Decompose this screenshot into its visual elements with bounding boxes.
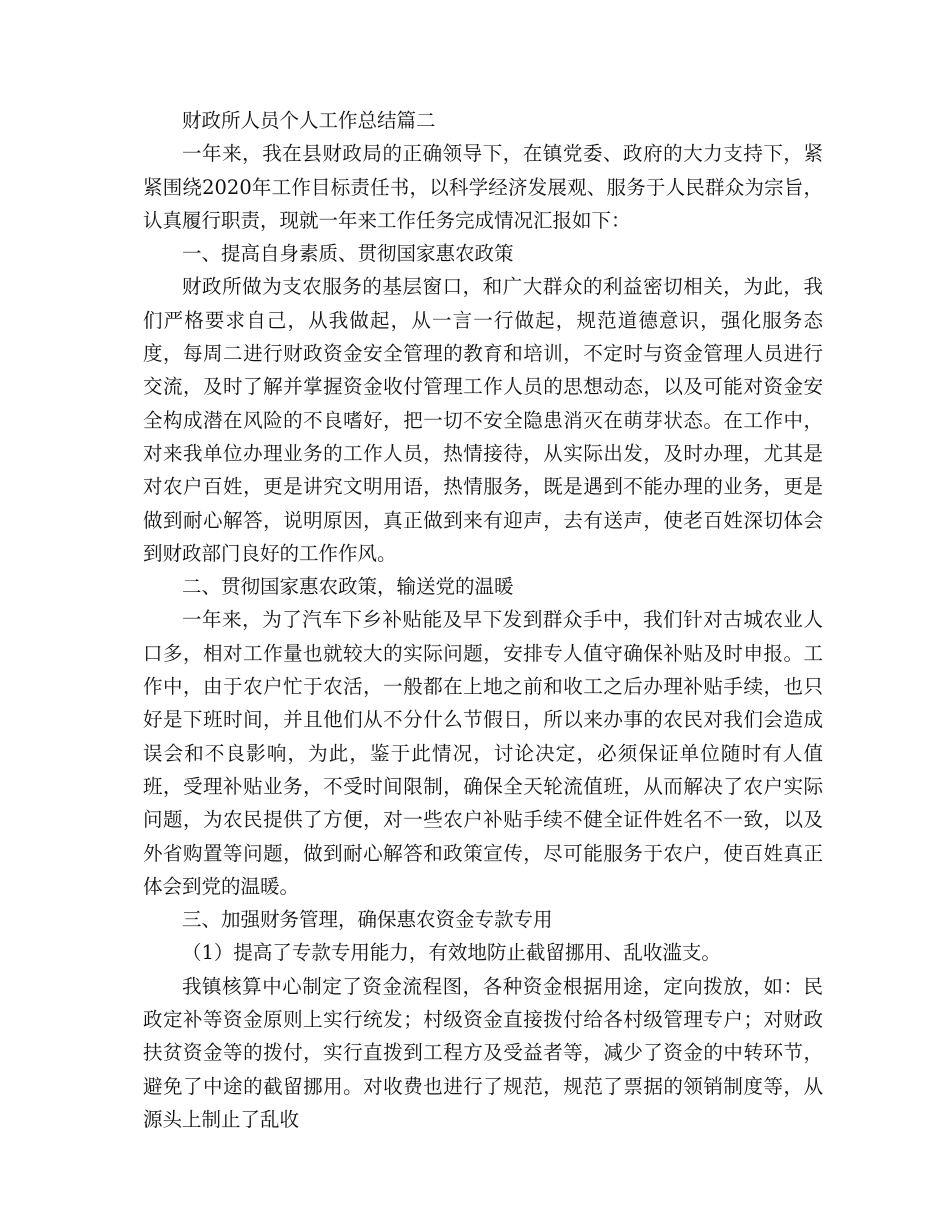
document-title: 财政所人员个人工作总结篇二 bbox=[182, 109, 436, 132]
section-heading-3: 三、加强财务管理，确保惠农资金专款专用 bbox=[182, 908, 553, 932]
intro-paragraph: 一年来，我在县财政局的正确领导下，在镇党委、政府的大力支持下，紧紧围绕2020年工作目标责任书，以科学经济发展观、服务于人民群众为宗旨，认真履行职责，现就一年来工作任务完成情况汇报如下： bbox=[143, 142, 823, 232]
document-body bbox=[143, 104, 823, 1136]
subsection-heading-1: （1）提高了专款专用能力，有效地防止截留挪用、乱收滥支。 bbox=[182, 941, 721, 965]
section-heading-1: 一、提高自身素质、贯彻国家惠农政策 bbox=[182, 242, 514, 266]
section-2-paragraph: 一年来，为了汽车下乡补贴能及早下发到群众手中，我们针对古城农业人口多，相对工作量也就较大的实际问题，安排专人值守确保补贴及时申报。工作中，由于农户忙于农活，一般都在上地之前和收工之后办理补贴手续，也只好是下班时间，并且他们从不分什么节假日，所以来办事的农民对我们会造成误会和不良影响，为此，鉴于此情况，讨论决定，必须保证单位随时有人值班，受理补贴业务，不受时间限制，确保全天轮流值班，从而解决了农户实际问题，为农民提供了方便，对一些农户补贴手续不健全证件姓名不一致，以及外省购置等问题，做到耐心解答和政策宣传，尽可能服务于农户，使百姓真正体会到党的温暖。 bbox=[143, 608, 823, 898]
section-heading-2: 二、贯彻国家惠农政策，输送党的温暖 bbox=[182, 575, 514, 599]
section-1-paragraph: 财政所做为支农服务的基层窗口，和广大群众的利益密切相关，为此，我们严格要求自己，从我做起，从一言一行做起，规范道德意识，强化服务态度，每周二进行财政资金安全管理的教育和培训，不定时与资金管理人员进行交流，及时了解并掌握资金收付管理工作人员的思想动态，以及可能对资金安全构成潜在风险的不良嗜好，把一切不安全隐患消灭在萌芽状态。在工作中，对来我单位办理业务的工作人员，热情接待，从实际出发，及时办理，尤其是对农户百姓，更是讲究文明用语，热情服务，既是遇到不能办理的业务，更是做到耐心解答，说明原因，真正做到来有迎声，去有送声，使老百姓深切体会到财政部门良好的工作作风。 bbox=[143, 275, 823, 565]
section-3-paragraph: 我镇核算中心制定了资金流程图，各种资金根据用途，定向拨放，如：民政定补等资金原则上实行统发；村级资金直接拨付给各村级管理专户；对财政扶贫资金等的拨付，实行直拨到工程方及受益者等，减少了资金的中转环节，避免了中途的截留挪用。对收费也进行了规范，规范了票据的领销制度等，从源头上制止了乱收 bbox=[143, 974, 823, 1131]
